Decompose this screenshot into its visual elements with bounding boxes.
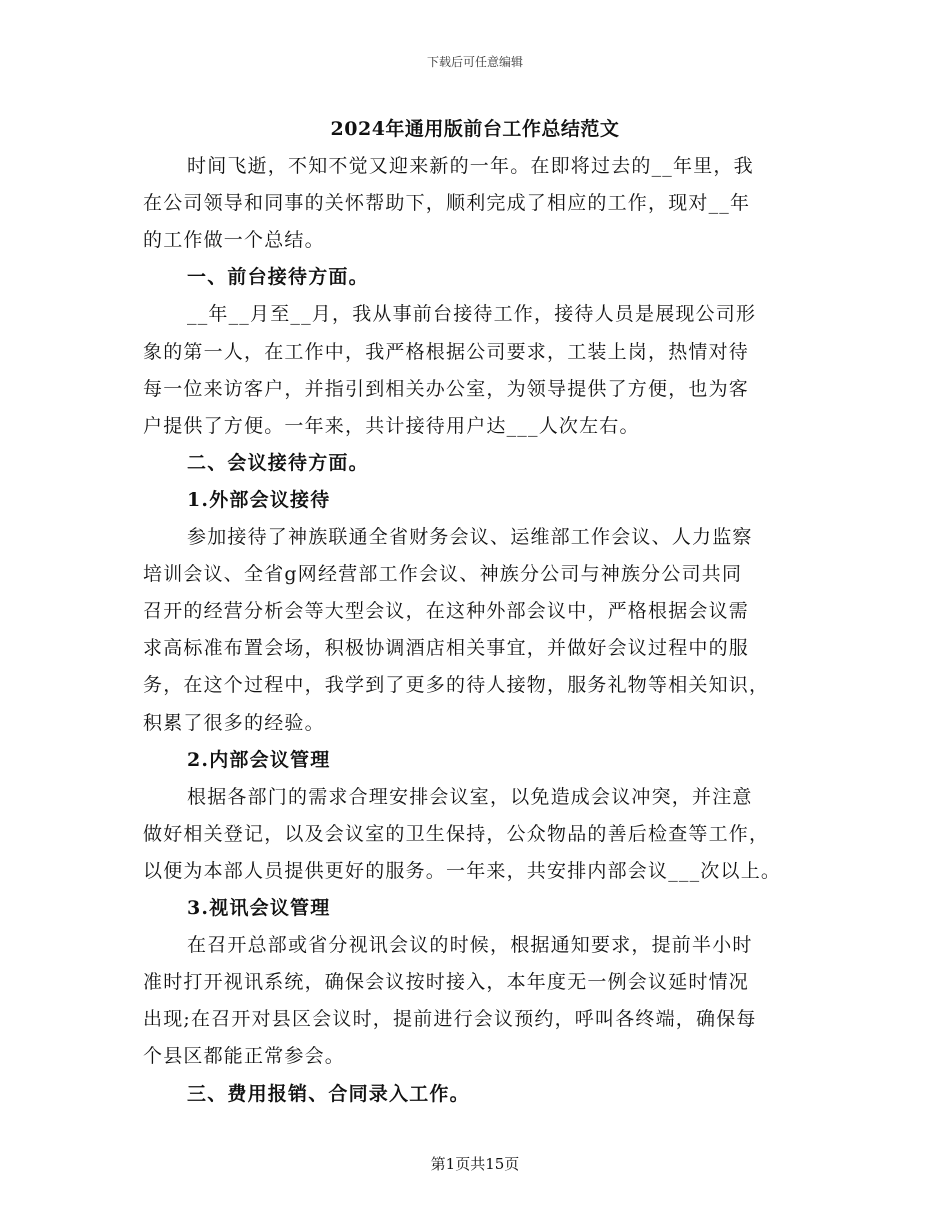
paragraph-line: 培训会议、全省g网经营部工作会议、神族分公司与神族分公司共同: [143, 563, 743, 586]
document-title: 2024年通用版前台工作总结范文: [330, 118, 620, 140]
paragraph-line: 出现;在召开对县区会议时，提前进行会议预约，呼叫各终端，确保每: [143, 1008, 757, 1031]
section-heading: 三、费用报销、合同录入工作。: [187, 1082, 470, 1105]
paragraph-line: 时间飞逝，不知不觉又迎来新的一年。在即将过去的__年里，我: [187, 155, 754, 177]
paragraph-line: 在召开总部或省分视讯会议的时候，根据通知要求，提前半小时: [187, 934, 753, 957]
section-heading: 1.外部会议接待: [187, 488, 331, 511]
section-heading: 3.视讯会议管理: [187, 897, 331, 919]
paragraph-line: 以便为本部人员提供更好的服务。一年来，共安排内部会议___次以上。: [143, 859, 782, 882]
paragraph-line: 务，在这个过程中，我学到了更多的待人接物，服务礼物等相关知识，: [143, 674, 770, 697]
paragraph-line: __年__月至__月，我从事前台接待工作，接待人员是展现公司形: [187, 303, 757, 326]
paragraph-line: 的工作做一个总结。: [143, 229, 325, 252]
paragraph-line: 准时打开视讯系统，确保会议按时接入，本年度无一例会议延时情况: [143, 971, 750, 994]
paragraph-line: 户提供了方便。一年来，共计接待用户达___人次左右。: [143, 414, 640, 437]
section-heading: 一、前台接待方面。: [187, 266, 369, 289]
section-heading: 二、会议接待方面。: [187, 451, 369, 474]
paragraph-line: 参加接待了神族联通全省财务会议、运维部工作会议、人力监察: [187, 526, 753, 548]
paragraph-line: 在公司领导和同事的关怀帮助下，顺利完成了相应的工作，现对__年: [143, 192, 751, 215]
paragraph-line: 做好相关登记，以及会议室的卫生保持，公众物品的善后检查等工作，: [143, 822, 770, 845]
paragraph-line: 个县区都能正常参会。: [143, 1045, 346, 1068]
paragraph-line: 求高标准布置会场，积极协调酒店相关事宜，并做好会议过程中的服: [143, 637, 750, 660]
page-header-note: 下载后可任意编辑: [426, 55, 523, 69]
page-footer: 第1页共15页: [430, 1155, 520, 1173]
paragraph-line: 根据各部门的需求合理安排会议室，以免造成会议冲突，并注意: [187, 785, 753, 808]
section-heading: 2.内部会议管理: [187, 748, 331, 771]
paragraph-line: 召开的经营分析会等大型会议，在这种外部会议中，严格根据会议需: [143, 600, 750, 623]
paragraph-line: 积累了很多的经验。: [143, 711, 325, 734]
paragraph-line: 每一位来访客户，并指引到相关办公室，为领导提供了方便，也为客: [143, 377, 750, 400]
paragraph-line: 象的第一人，在工作中，我严格根据公司要求，工装上岗，热情对待: [143, 340, 750, 363]
